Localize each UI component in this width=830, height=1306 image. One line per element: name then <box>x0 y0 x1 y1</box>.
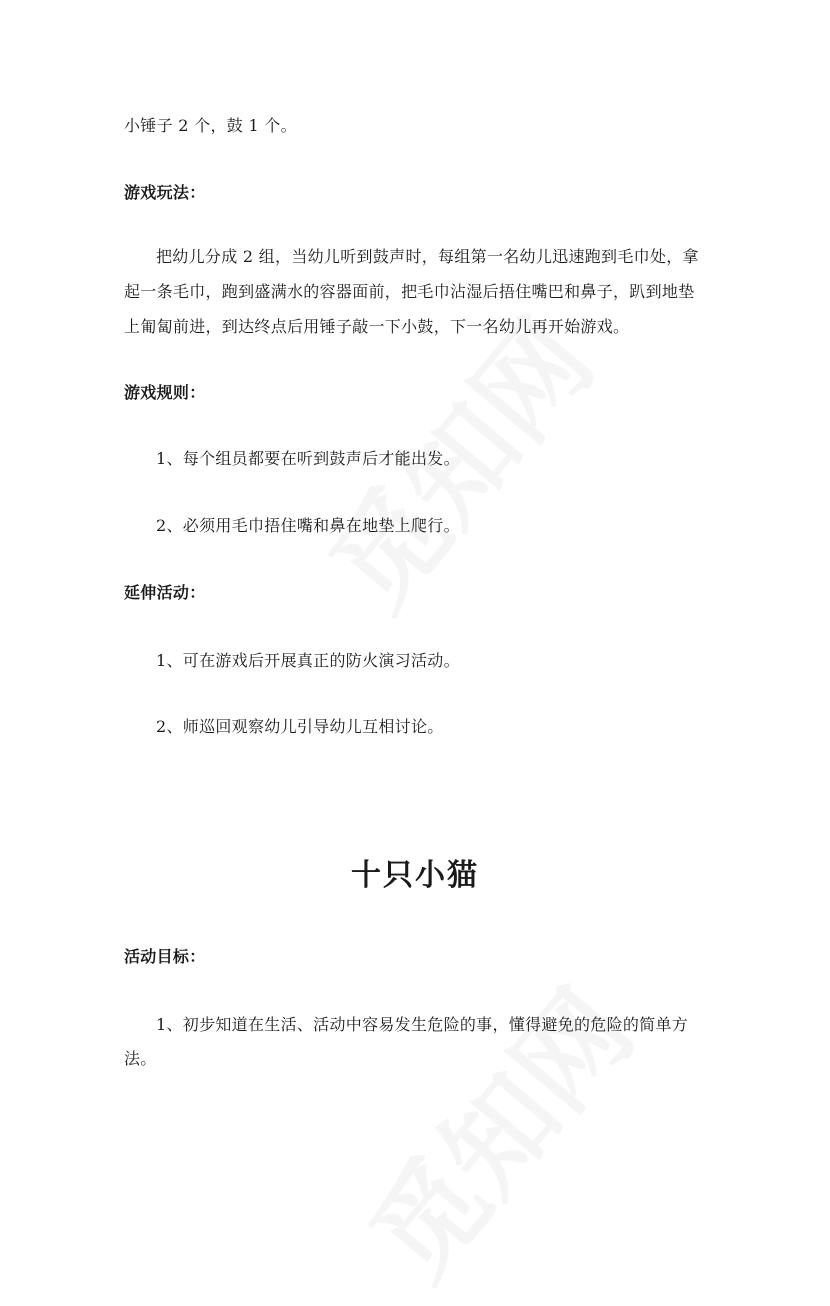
gameplay-paragraph-line: 把幼儿分成 2 组，当幼儿听到鼓声时，每组第一名幼儿迅速跑到毛巾处，拿 <box>156 247 699 266</box>
gameplay-heading: 游戏玩法： <box>124 183 206 202</box>
watermark <box>328 952 661 1306</box>
gameplay-paragraph-line: 上匍匐前进，到达终点后用锤子敲一下小鼓，下一名幼儿再开始游戏。 <box>124 317 630 336</box>
goals-heading: 活动目标： <box>124 947 206 966</box>
rule-item: 1、每个组员都要在听到鼓声后才能出发。 <box>156 449 460 468</box>
extension-heading: 延伸活动： <box>124 583 206 602</box>
extension-item: 1、可在游戏后开展真正的防火演习活动。 <box>156 651 460 670</box>
rules-heading: 游戏规则： <box>124 383 206 402</box>
gameplay-paragraph-line: 起一条毛巾，跑到盛满水的容器面前，把毛巾沾湿后捂住嘴巴和鼻子，趴到地垫 <box>124 282 695 301</box>
section-title: 十只小猫 <box>351 858 479 893</box>
extension-item: 2、师巡回观察幼儿引导幼儿互相讨论。 <box>156 717 444 736</box>
rule-item: 2、必须用毛巾捂住嘴和鼻在地垫上爬行。 <box>156 516 460 535</box>
goal-paragraph-line: 法。 <box>124 1049 157 1068</box>
goal-paragraph-line: 1、初步知道在生活、活动中容易发生危险的事，懂得避免的危险的简单方 <box>156 1015 689 1034</box>
materials-line: 小锤子 2 个，鼓 1 个。 <box>124 116 297 135</box>
